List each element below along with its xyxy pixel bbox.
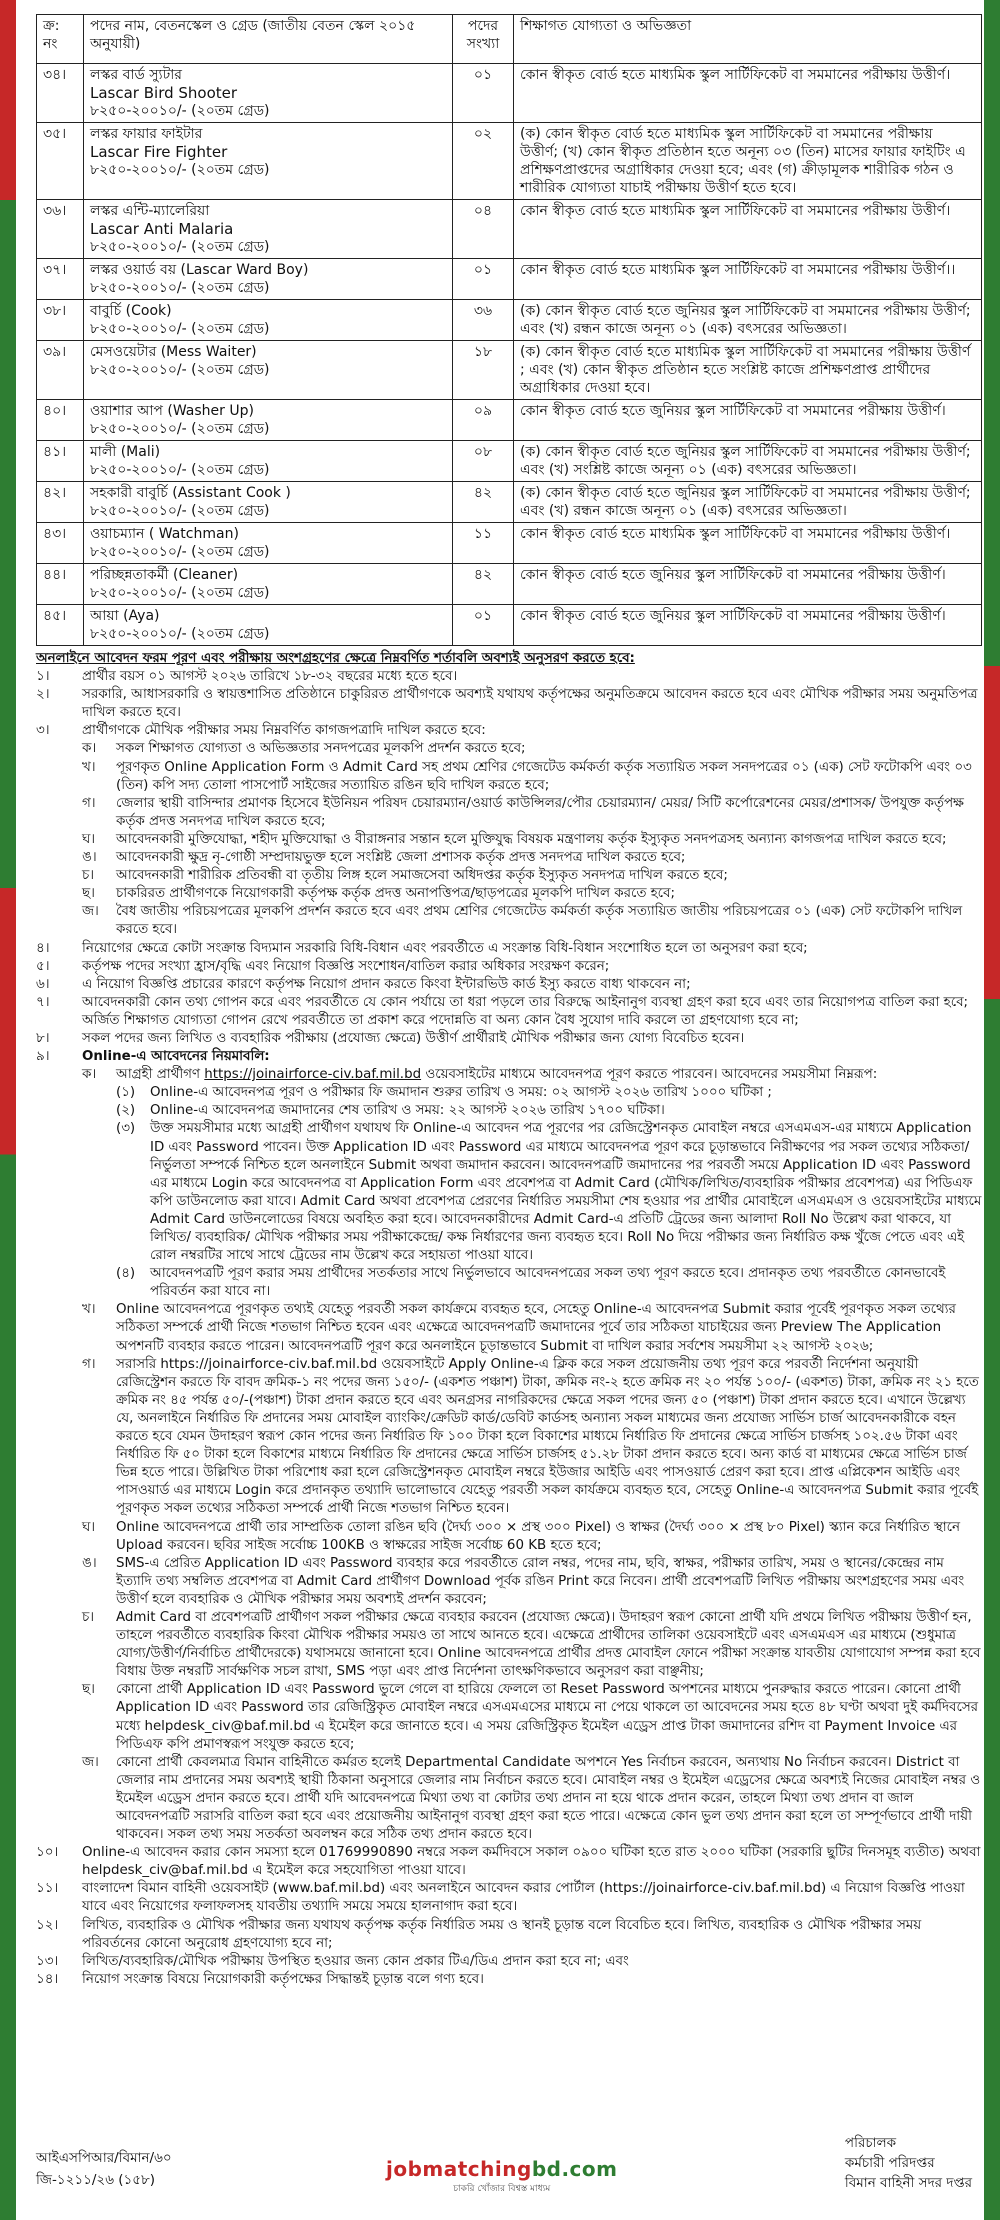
- condition-3c: গ। জেলার স্থায়ী বাসিন্দার প্রমাণক হিসেবে ইউনিয়ন পরিষদ চেয়ারম্যান/ওয়ার্ড কাউন্সিলর/পৌর চেয়ারম্যান/ মেয়র/ সিটি কর্পোরেশনের মেয়র/প্রশাসক/ উপযুক্ত কর্তৃপক্ষ কর্তৃক প্রদত্ত সনদপত্র দাখিল করতে হবে;: [82, 795, 964, 829]
- condition-3e: ঙ। আবেদনকারী ক্ষুদ্র নৃ-গোষ্ঠী সম্প্রদায়ভুক্ত হলে সংশ্লিষ্ট জেলা প্রশাসক কর্তৃক প্রদত্ত সনদপত্র দাখিল করতে হবে;: [82, 850, 686, 866]
- posts-table: [36, 14, 982, 646]
- pay-scale: ৮২৫০-২০০১০/- (২০তম গ্রেড): [90, 321, 270, 337]
- table-row: [37, 300, 982, 341]
- apply-portal-link[interactable]: https://joinairforce-civ.baf.mil.bd: [204, 1067, 422, 1083]
- count-cell: ০১: [453, 64, 514, 123]
- count-cell: ০৪: [453, 200, 514, 259]
- condition-12: ১২। লিখিত, ব্যবহারিক ও মৌখিক পরীক্ষার জন্য যথাযথ কর্তৃপক্ষ কর্তৃক নির্ধারিত সময় ও স্থানই চূড়ান্ত বলে বিবেচিত হবে। লিখিত, ব্যবহারিক ও মৌখিক পরীক্ষার সময় পরিবর্তনের কোনো অনুরোধ গ্রহণযোগ্য হবে না;: [36, 1917, 922, 1951]
- post-name-bn: লস্কর বার্ড স্যুটার: [90, 67, 182, 83]
- pay-scale: ৮২৫০-২০০১০/- (২০তম গ্রেড): [90, 585, 270, 601]
- table-row: [37, 123, 982, 200]
- condition-9a-4: (৪) আবেদনপত্রটি পূরণ করার সময় প্রার্থীদের সতর্কতার সাথে নির্ভুলভাবে আবেদনপত্রের সকল তথ্য পূরণ করতে হবে। প্রদানকৃত তথ্য পরবর্তীতে কোনভাবেই পরিবর্তন করা যাবে না।: [116, 1266, 946, 1300]
- count-cell: ০২: [453, 123, 514, 200]
- table-row: [37, 400, 982, 441]
- signatory-office: বিমান বাহিনী সদর দপ্তর: [844, 2175, 972, 2191]
- logo-tagline: চাকরি খোঁজার বিশ্বস্ত মাধ্যম: [453, 2184, 551, 2194]
- condition-9d: ঘ। Online আবেদনপত্রে প্রার্থী তার সাম্প্রতিক তোলা রঙিন ছবি (দৈর্ঘ্য ৩০০ × প্রস্থ ৩০০ Pixel) ও স্বাক্ষর (দৈর্ঘ্য ৩০০ × প্রস্থ ৮০ Pixel) স্ক্যান করে নির্ধারিত স্থানে Upload করবেন। ছবির সাইজ সর্বোচ্চ 100KB ও স্বাক্ষরের সাইজ সর্বোচ্চ 60 KB হতে হবে;: [82, 1519, 961, 1553]
- post-name-bn: সহকারী বাবুর্চি (Assistant Cook ): [90, 485, 291, 501]
- serial-cell: ৩৯।: [37, 341, 84, 400]
- qualification-cell: কোন স্বীকৃত বোর্ড হতে জুনিয়র স্কুল সার্টিফিকেট বা সমমানের পরীক্ষায় উত্তীর্ণ।: [514, 400, 982, 441]
- qualification-cell: (ক) কোন স্বীকৃত বোর্ড হতে মাধ্যমিক স্কুল সার্টিফিকেট বা সমমানের পরীক্ষায় উত্তীর্ণ; (খ) কোন স্বীকৃত প্রতিষ্ঠান হতে অনূন্য ০৩ (তিন) মাসের ফায়ার ফাইটিং এ প্রশিক্ষণপ্রাপ্তদের অগ্রাধিকার দেওয়া হবে; এবং (গ) ক্রীড়ামূলক শারীরিক গঠন ও শারীরিক যোগ্যতা যাচাই পরীক্ষায় উত্তীর্ণ হতে হবে।: [514, 123, 982, 200]
- condition-9h: জ। কোনো প্রার্থী কেবলমাত্র বিমান বাহিনীতে কর্মরত হলেই Departmental Candidate অপশনে Yes নির্বাচন করবেন, অন্যথায় No নির্বাচন করবেন। District বা জেলার নাম প্রদানের সময় অবশ্যই স্থায়ী ঠিকানা অনুসারে জেলার নাম নির্বাচন করতে হবে। মোবাইল নম্বর ও ইমেইল এড্রেসের ক্ষেত্রে অবশ্যই নিজের মোবাইল নম্বর ও ইমেইল এড্রেস প্রদান করতে হবে। প্রার্থী যদি আবেদনপত্রে মিথ্যা তথ্য বা কোটার তথ্য প্রদান না হয়ে থাকে প্রদান করেন, তাহলে মিথ্যা তথ্য প্রদান বা জাল আবেদনপত্রটি সরাসরি বাতিল করা হবে এবং প্রয়োজনীয় আইনানুগ ব্যবস্থা গ্রহণ করা হতে পারে। এক্ষেত্রে কোন ভুল তথ্য প্রদান করা হলে তা সম্পূর্ণভাবে প্রার্থী দায়ী থাকবেন। সকল তথ্য সময় সতর্কতা অবলম্বন করে সঠিক তথ্য প্রদান করতে হবে।: [82, 1754, 981, 1843]
- condition-3: ৩। প্রার্থীগণকে মৌখিক পরীক্ষার সময় নিম্নবর্ণিত কাগজপত্রাদি দাখিল করতে হবে:: [36, 723, 486, 739]
- condition-7: ৭। আবেদনকারী কোন তথ্য গোপন করে এবং পরবর্তীতে যে কোন পর্যায়ে তা ধরা পড়লে তার বিরুদ্ধে আইনানুগ ব্যবস্থা গ্রহণ করা হবে এবং তার নিয়োগপত্র বাতিল করা হবে; অর্জিত শিক্ষাগত যোগ্যতা গোপন রেখে পরবর্তীতে তা প্রকাশ করে পদোন্নতি বা অন্য কোন বৈধ সুযোগ দাবি করলে তা গ্রহণযোগ্য হবে না;: [36, 994, 969, 1028]
- table-row: [37, 441, 982, 482]
- count-cell: ৪২: [453, 564, 514, 605]
- post-name-en: Lascar Bird Shooter: [90, 84, 238, 102]
- serial-cell: ৩৬।: [37, 200, 84, 259]
- pay-scale: ৮২৫০-২০০১০/- (২০তম গ্রেড): [90, 162, 270, 178]
- post-cell: [84, 341, 453, 400]
- count-cell: ৩৬: [453, 300, 514, 341]
- condition-4: ৪। নিয়োগের ক্ষেত্রে কোটা সংক্রান্ত বিদ্যমান সরকারি বিধি-বিধান এবং পরবর্তীতে এ সংক্রান্ত বিধি-বিধান সংশোধিত হলে তা অনুসরণ করা হবে;: [36, 940, 808, 956]
- qualification-cell: কোন স্বীকৃত বোর্ড হতে মাধ্যমিক স্কুল সার্টিফিকেট বা সমমানের পরীক্ষায় উত্তীর্ণ।।: [514, 259, 982, 300]
- logo-tld-text: bd.com: [531, 2157, 618, 2181]
- serial-cell: ৩৫।: [37, 123, 84, 200]
- condition-9f: চ। Admit Card বা প্রবেশপত্রটি প্রার্থীগণ সকল পরীক্ষার ক্ষেত্রে ব্যবহার করবেন (প্রযোজ্য ক্ষেত্রে)। উদাহরণ স্বরূপ কোনো প্রার্থী যদি প্রথমে লিখিত পরীক্ষায় উত্তীর্ণ হন, তাহলে পরবর্তীতে ব্যবহারিক কিংবা মৌখিক পরীক্ষার সময়ও তা সাথে আনতে হবে। এক্ষেত্রে প্রার্থীদের তালিকা ওয়েবসাইটে এবং এসএমএস এর মাধ্যমে (শুধুমাত্র যোগ্য/উত্তীর্ণ/নির্বাচিত প্রার্থীদেরকে) যথাসময়ে জানানো হবে। Online আবেদনপত্রে প্রার্থীর প্রদত্ত মোবাইল ফোনে পরীক্ষা সংক্রান্ত যাবতীয় যোগাযোগ সম্পন্ন করা হবে বিধায় উক্ত নম্বরটি সার্বক্ষণিক সচল রাখা, SMS পড়া এবং প্রাপ্ত নির্দেশনা তাৎক্ষণিকভাবে অনুসরণ করা বাঞ্ছনীয়;: [82, 1609, 981, 1680]
- condition-3a: ক। সকল শিক্ষাগত যোগ্যতা ও অভিজ্ঞতার সনদপত্রের মূলকপি প্রদর্শন করতে হবে;: [82, 741, 526, 757]
- condition-3h: জ। বৈধ জাতীয় পরিচয়পত্রের মূলকপি প্রদর্শন করতে হবে এবং প্রথম শ্রেণির গেজেটেড কর্মকর্তা কর্তৃক সত্যায়িত জাতীয় পরিচয়পত্রের ০১ (এক) সেট ফটোকপি দাখিল করতে হবে।: [82, 904, 963, 938]
- condition-10: ১০। Online-এ আবেদন করার কোন সমস্যা হলে 01769990890 নম্বরে সকল কর্মদিবসে সকাল ০৯০০ ঘটিকা হতে রাত ২০০০ ঘটিকা (সরকারি ছুটির দিনসমূহ ব্যতীত) অথবা helpdesk_civ@baf.mil.bd এ ইমেইল করে সহযোগিতা পাওয়া যাবে।: [36, 1845, 981, 1879]
- serial-cell: ৪৩।: [37, 523, 84, 564]
- left-border-stripe: [0, 0, 16, 2220]
- serial-cell: ৪৫।: [37, 605, 84, 646]
- count-cell: ১৮: [453, 341, 514, 400]
- table-body: [37, 64, 982, 646]
- qualification-cell: কোন স্বীকৃত বোর্ড হতে মাধ্যমিক স্কুল সার্টিফিকেট বা সমমানের পরীক্ষায় উত্তীর্ণ।: [514, 523, 982, 564]
- pay-scale: ৮২৫০-২০০১০/- (২০তম গ্রেড): [90, 239, 270, 255]
- signatory-department: কর্মচারী পরিদপ্তর: [844, 2155, 935, 2171]
- condition-9a: ক। আগ্রহী প্রার্থীগণ https://joinairforce-civ.baf.mil.bd ওয়েবসাইটের মাধ্যমে আবেদনপত্র পূরণ করতে পারবেন। আবেদনের সময়সীমা নিম্নরূপ:: [82, 1067, 878, 1083]
- qualification-cell: কোন স্বীকৃত বোর্ড হতে জুনিয়র স্কুল সার্টিফিকেট বা সমমানের পরীক্ষায় উত্তীর্ণ।: [514, 605, 982, 646]
- post-name-bn: মেসওয়েটার (Mess Waiter): [90, 344, 257, 360]
- condition-5: ৫। কর্তৃপক্ষ পদের সংখ্যা হ্রাস/বৃদ্ধি এবং নিয়োগ বিজ্ঞপ্তি সংশোধন/বাতিল করার অধিকার সংরক্ষণ করেন;: [36, 958, 610, 974]
- post-name-bn: বাবুর্চি (Cook): [90, 303, 172, 319]
- post-name-bn: আয়া (Aya): [90, 608, 160, 624]
- post-cell: [84, 400, 453, 441]
- pay-scale: ৮২৫০-২০০১০/- (২০তম গ্রেড): [90, 362, 270, 378]
- count-cell: ০৯: [453, 400, 514, 441]
- condition-9b: খ। Online আবেদনপত্রে পূরণকৃত তথ্যই যেহেতু পরবর্তী সকল কার্যক্রমে ব্যবহৃত হবে, সেহেতু Online-এ আবেদনপত্র Submit করার পূর্বেই পূরণকৃত সকল তথ্যের সঠিকতা সম্পর্কে প্রার্থী নিজে শতভাগ নিশ্চিত হবেন এবং এক্ষেত্রে আবেদনপত্রটি জমাদানের পূর্বে তার সঠিকতা যাচাইয়ের জন্য Preview The Application অপশনটি ব্যবহার করতে পারেন। আবেদনপত্রটি পূরণ করে অনলাইনে চূড়ান্তভাবে Submit বা দাখিল করার সর্বশেষ সময়সীমা ২২ আগস্ট ২০২৬;: [82, 1302, 956, 1354]
- post-cell: [84, 564, 453, 605]
- qualification-cell: কোন স্বীকৃত বোর্ড হতে জুনিয়র স্কুল সার্টিফিকেট বা সমমানের পরীক্ষায় উত্তীর্ণ।: [514, 564, 982, 605]
- header-post-name: পদের নাম, বেতনস্কেল ও গ্রেড (জাতীয় বেতন স্কেল ২০১৫ অনুযায়ী): [84, 15, 453, 64]
- post-name-bn: মালী (Mali): [90, 444, 161, 460]
- condition-3b: খ। পূরণকৃত Online Application Form ও Admit Card সহ প্রথম শ্রেণির গেজেটেড কর্মকর্তা কর্তৃক সত্যায়িত সকল সনদপত্রের ০১ (এক) সেট ফটোকপি এবং ০৩ (তিন) কপি সদ্য তোলা পাসপোর্ট সাইজের সত্যায়িত রঙিন ছবি দাখিল করতে হবে;: [82, 759, 972, 793]
- logo-main-text: jobmatching: [386, 2157, 532, 2181]
- post-name-bn: লস্কর এন্টি-ম্যালেরিয়া: [90, 203, 210, 219]
- post-cell: [84, 300, 453, 341]
- count-cell: ০৮: [453, 441, 514, 482]
- post-cell: [84, 523, 453, 564]
- pay-scale: ৮২৫০-২০০১০/- (২০তম গ্রেড): [90, 462, 270, 478]
- serial-cell: ৪১।: [37, 441, 84, 482]
- condition-9c: গ। সরাসরি https://joinairforce-civ.baf.mil.bd ওয়েবসাইটে Apply Online-এ ক্লিক করে সকল প্রয়োজনীয় তথ্য পূরণ করে পরবর্তী নির্দেশনা অনুযায়ী রেজিস্ট্রেশন করতে ফি বাবদ ক্রমিক-১ নং পদের জন্য ১৫০/- (একশত পঞ্চাশ) টাকা, ক্রমিক নং-২ হতে ক্রমিক নং ২০ পর্যন্ত ১০০/- (একশত) টাকা, ক্রমিক নং ২১ হতে ক্রমিক নং ৪৫ পর্যন্ত ৫০/-(পঞ্চাশ) টাকা প্রদান করতে হবে এবং অনগ্রসর নাগরিকদের ক্ষেত্রে সকল পদের জন্য ৫০ (পঞ্চাশ) টাকা প্রদান করতে হবে। এখানে উল্লেখ্য যে, অনলাইনে নির্ধারিত ফি প্রদানের সময় মোবাইল ব্যাংকিং/ক্রেডিট কার্ড/ডেবিট কার্ডসহ অন্যান্য সকল মাধ্যমের জন্য প্রযোজ্য সার্ভিস চার্জ আবেদনকারীকে বহন করতে হবে যেমন উদাহরণ স্বরূপ কোন পদের জন্য নির্ধারিত ফি ১০০ টাকা হলে বিকাশের মাধ্যমে নির্ধারিত ফি প্রদানের ক্ষেত্রে সার্ভিস চার্জসহ ১০২.৫৬ টাকা এবং নির্ধারিত ফি ৫০ টাকা হলে বিকাশের মাধ্যমে নির্ধারিত ফি প্রদানের ক্ষেত্রে সার্ভিস চার্জসহ ৫১.২৮ টাকা প্রদান করতে হবে। অন্য কার্ড বা মাধ্যমের ক্ষেত্রে সার্ভিস চার্জ ভিন্ন হতে পারে। উল্লিখিত টাকা পরিশোধ করা হলে রেজিস্ট্রেশনকৃত মোবাইল নম্বরে ইউজার আইডি এবং পাসওয়ার্ড প্রেরণ করা হবে। প্রাপ্ত এপ্লিকেশন আইডি এবং পাসওয়ার্ড এর মাধ্যমে Login করে প্রদানকৃত তথ্যাদি ভালোভাবে যেহেতু পরবর্তী সকল কার্যক্রমে ব্যবহৃত হবে, সেহেতু Online-এ আবেদনপত্র Submit করার পূর্বেই পূরণকৃত সকল তথ্যের সঠিকতা সম্পর্কে প্রার্থী নিজে শতভাগ নিশ্চিত হবেন।: [82, 1356, 979, 1517]
- table-row: [37, 64, 982, 123]
- pay-scale: ৮২৫০-২০০১০/- (২০তম গ্রেড): [90, 503, 270, 519]
- condition-14: ১৪। নিয়োগ সংক্রান্ত বিষয়ে নিয়োগকারী কর্তৃপক্ষের সিদ্ধান্তই চূড়ান্ত বলে গণ্য হবে।: [36, 1971, 484, 1987]
- condition-9a-1: (১) Online-এ আবেদনপত্র পূরণ ও পরীক্ষার ফি জমাদান শুরুর তারিখ ও সময়: ০২ আগস্ট ২০২৬ তারিখ ১০০০ ঘটিকা ;: [116, 1085, 772, 1101]
- post-name-bn: ওয়াশার আপ (Washer Up): [90, 403, 254, 419]
- signature-block: [845, 2133, 972, 2193]
- condition-13: ১৩। লিখিত/ব্যবহারিক/মৌখিক পরীক্ষায় উপস্থিত হওয়ার জন্য কোন প্রকার টিএ/ডিএ প্রদান করা হবে না; এবং: [36, 1953, 629, 1969]
- conditions-section: [36, 650, 982, 1989]
- count-cell: ৪২: [453, 482, 514, 523]
- condition-11: ১১। বাংলাদেশ বিমান বাহিনী ওয়েবসাইট (www.baf.mil.bd) এবং অনলাইনে আবেদন করার পোর্টাল (https://joinairforce-civ.baf.mil.bd) এ নিয়োগ বিজ্ঞপ্তি পাওয়া যাবে এবং নিয়োগের ফলাফলসহ যাবতীয় তথ্যাদি সময়ে সময়ে হালনাগাদ করা হবে।: [36, 1881, 965, 1915]
- header-post-count: পদের সংখ্যা: [453, 15, 514, 64]
- condition-9a-3: (৩) উক্ত সময়সীমার মধ্যে আগ্রহী প্রার্থীগণ যথাযথ ফি Online-এ আবেদন পত্র পূরণের পর রেজিস্ট্রেশনকৃত মোবাইল নম্বরে এসএমএস-এর মাধ্যমে Application ID এবং Password পাবেন। উক্ত Application ID এবং Password এর মাধ্যমে আবেদনপত্র পূরণ করে চূড়ান্তভাবে নিরীক্ষণের পর সকল তথ্যের সঠিকতা/নির্ভুলতা সম্পর্কে নিশ্চিত হলে অনলাইনে Submit অথবা জমাদান করবেন। আবেদনপত্রটি জমাদানের পর পরবর্তী সময়ে Application ID এবং Password এর মাধ্যমে Login করে আবেদনপত্র বা Application Form এবং প্রবেশপত্র বা Admit Card (মৌখিক/লিখিত/ব্যবহারিক পরীক্ষার প্রবেশপত্র) এর পিডিএফ কপি ডাউনলোড করা যাবে। Admit Card অথবা প্রবেশপত্র প্রেরণের নির্ধারিত সময়সীমা শেষ হওয়ার পর প্রার্থীর মোবাইলে এসএমএস ও ওয়েবসাইটের মাধ্যমে Admit Card ডাউনলোডের বিষয়ে অবহিত করা হবে। আবেদনকারীদের Admit Card-এ প্রতিটি ট্রেডের জন্য আলাদা Roll No উল্লেখ করা থাকবে, যা লিখিত/ ব্যবহারিক/ মৌখিক পরীক্ষার সময় পরীক্ষাকেন্দ্রে/ কক্ষ নির্ধারণের জন্য ব্যবহৃত হবে। Roll No দিয়ে পরীক্ষার জন্য নির্ধারিত কক্ষ খুঁজে পেতে এবং এই রোল নম্বরটির সাথে সাথে ট্রেডের নাম উল্লেখ করে সহায়তা পাওয়া যাবে।: [116, 1121, 982, 1264]
- posts-table-container: [36, 14, 984, 646]
- condition-9e: ঙ। SMS-এ প্রেরিত Application ID এবং Password ব্যবহার করে পরবর্তীতে রোল নম্বর, পদের নাম, ছবি, স্বাক্ষর, পরীক্ষার তারিখ, সময় ও স্থানের/কেন্দ্রের নাম ইত্যাদি তথ্য সম্বলিত প্রবেশপত্র বা Admit Card প্রার্থীগণ Download পূর্বক রঙিন Print করে নিবেন। প্রার্থী প্রবেশপত্রটি লিখিত পরীক্ষায় অংশগ্রহণের সময় এবং উত্তীর্ণ হলে ব্যবহারিক ও মৌখিক পরীক্ষার সময় অবশ্যই প্রদর্শন করবেন;: [82, 1555, 965, 1607]
- serial-cell: ৪৪।: [37, 564, 84, 605]
- table-header-row: [37, 15, 982, 64]
- signatory-title: পরিচালক: [844, 2135, 897, 2151]
- table-row: [37, 605, 982, 646]
- pay-scale: ৮২৫০-২০০১০/- (২০তম গ্রেড): [90, 280, 270, 296]
- table-row: [37, 341, 982, 400]
- serial-cell: ৩৪।: [37, 64, 84, 123]
- pay-scale: ৮২৫০-২০০১০/- (২০তম গ্রেড): [90, 421, 270, 437]
- table-row: [37, 564, 982, 605]
- condition-6: ৬। এ নিয়োগ বিজ্ঞপ্তি প্রচারের কারণে কর্তৃপক্ষ নিয়োগ প্রদান করতে কিংবা ইন্টারভিউ কার্ড ইস্যু করতে বাধ্য থাকবেন না;: [36, 976, 691, 992]
- condition-8: ৮। সকল পদের জন্য লিখিত ও ব্যবহারিক পরীক্ষায় (প্রযোজ্য ক্ষেত্রে) উত্তীর্ণ প্রার্থীরাই মৌখিক পরীক্ষার জন্য যোগ্য বিবেচিত হবেন।: [36, 1030, 745, 1046]
- post-cell: [84, 64, 453, 123]
- header-qualification: শিক্ষাগত যোগ্যতা ও অভিজ্ঞতা: [514, 15, 982, 64]
- g-reference: জি-১২১১/২৬ (১৫৮): [36, 2172, 156, 2188]
- post-cell: [84, 259, 453, 300]
- reference-numbers: [36, 2147, 172, 2191]
- condition-3d: ঘ। আবেদনকারী মুক্তিযোদ্ধা, শহীদ মুক্তিযোদ্ধা ও বীরাঙ্গনার সন্তান হলে মুক্তিযুদ্ধ বিষয়ক মন্ত্রণালয় কর্তৃক ইস্যুকৃত সনদপত্রসহ অন্যান্য কাগজপত্র দাখিল করতে হবে;: [82, 831, 947, 847]
- condition-9g: ছ। কোনো প্রার্থী Application ID এবং Password ভুলে গেলে বা হারিয়ে ফেললে তা Reset Password অপশনের মাধ্যমে পুনরুদ্ধার করতে পারেন। কোনো প্রার্থী Application ID এবং Password তার রেজিস্ট্রিকৃত মোবাইল নম্বরে এসএমএসের মাধ্যমে না পেয়ে থাকলে তা আবেদনের সময় হতে ৪৮ ঘণ্টা অথবা দুই কর্মদিবসের মধ্যে helpdesk_civ@baf.mil.bd এ ইমেইল করে জানাতে হবে। এ সময় রেজিস্ট্রিকৃত ইমেইল এড্রেস প্রাপ্ত টাকা জমাদানের রশিদ বা Payment Invoice এর পিডিএফ কপি প্রমাণস্বরূপ সংযুক্ত করতে হবে;: [82, 1682, 979, 1752]
- condition-3g: ছ। চাকরিরত প্রার্থীগণকে নিয়োগকারী কর্তৃপক্ষ কর্তৃক প্রদত্ত অনাপত্তিপত্র/ছাড়পত্রের মূলকপি দাখিল করতে হবে;: [82, 886, 676, 902]
- pay-scale: ৮২৫০-২০০১০/- (২০তম গ্রেড): [90, 544, 270, 560]
- serial-cell: ৩৭।: [37, 259, 84, 300]
- post-name-bn: লস্কর ওয়ার্ড বয় (Lascar Ward Boy): [90, 262, 309, 278]
- post-cell: [84, 441, 453, 482]
- post-cell: [84, 200, 453, 259]
- qualification-cell: (ক) কোন স্বীকৃত বোর্ড হতে জুনিয়র স্কুল সার্টিফিকেট বা সমমানের পরীক্ষায় উত্তীর্ণ; এবং (খ) সংশ্লিষ্ট কাজে অনূন্য ০১ (এক) বৎসরের অভিজ্ঞতা।: [514, 441, 982, 482]
- qualification-cell: (ক) কোন স্বীকৃত বোর্ড হতে জুনিয়র স্কুল সার্টিফিকেট বা সমমানের পরীক্ষায় উত্তীর্ণ; এবং (খ) রন্ধন কাজে অনূন্য ০১ (এক) বৎসরের অভিজ্ঞতা।: [514, 482, 982, 523]
- ispr-reference: আইএসপিআর/বিমান/৬০: [36, 2150, 172, 2166]
- post-name-en: Lascar Fire Fighter: [90, 143, 228, 161]
- table-row: [37, 200, 982, 259]
- conditions-heading: অনলাইনে আবেদন ফরম পূরণ এবং পরীক্ষায় অংশগ্রহণের ক্ষেত্রে নিম্নবর্ণিত শর্তাবলি অবশ্যই অনুসরণ করতে হবে:: [36, 651, 635, 666]
- notice-footer: [36, 2135, 982, 2205]
- count-cell: ০১: [453, 605, 514, 646]
- post-name-en: Lascar Anti Malaria: [90, 220, 234, 238]
- right-border-stripe: [984, 0, 1000, 2220]
- post-name-bn: ওয়াচম্যান ( Watchman): [90, 526, 239, 542]
- condition-9: ৯। Online-এ আবেদনের নিয়মাবলি:: [36, 1049, 270, 1065]
- post-cell: [84, 482, 453, 523]
- table-row: [37, 259, 982, 300]
- qualification-cell: কোন স্বীকৃত বোর্ড হতে মাধ্যমিক স্কুল সার্টিফিকেট বা সমমানের পরীক্ষায় উত্তীর্ণ।: [514, 64, 982, 123]
- serial-cell: ৩৮।: [37, 300, 84, 341]
- serial-cell: ৪২।: [37, 482, 84, 523]
- post-cell: [84, 123, 453, 200]
- count-cell: ০১: [453, 259, 514, 300]
- qualification-cell: কোন স্বীকৃত বোর্ড হতে মাধ্যমিক স্কুল সার্টিফিকেট বা সমমানের পরীক্ষায় উত্তীর্ণ।: [514, 200, 982, 259]
- pay-scale: ৮২৫০-২০০১০/- (২০তম গ্রেড): [90, 626, 270, 642]
- condition-9a-2: (২) Online-এ আবেদনপত্র জমাদানের শেষ তারিখ ও সময়: ২২ আগস্ট ২০২৬ তারিখ ১৭০০ ঘটিকা।: [116, 1103, 665, 1119]
- table-row: [37, 523, 982, 564]
- condition-1: ১। প্রার্থীর বয়স ০১ আগস্ট ২০২৬ তারিখে ১৮-৩২ বছরের মধ্যে হতে হবে।: [36, 669, 458, 685]
- condition-2: ২। সরকারি, আধাসরকারি ও স্বায়ত্তশাসিত প্রতিষ্ঠানে চাকুরিরত প্রার্থীগণকে অবশ্যই যথাযথ কর্তৃপক্ষের অনুমতিক্রমে আবেদন করতে হবে এবং মৌখিক পরীক্ষার সময় অনুমতিপত্র দাখিল করতে হবে।: [36, 687, 978, 721]
- condition-3f: চ। আবেদনকারী শারীরিক প্রতিবন্ধী বা তৃতীয় লিঙ্গ হলে সমাজসেবা অধিদপ্তর কর্তৃক ইস্যুকৃত সনদপত্র দাখিল করতে হবে;: [82, 868, 728, 884]
- serial-cell: ৪০।: [37, 400, 84, 441]
- count-cell: ১১: [453, 523, 514, 564]
- qualification-cell: (ক) কোন স্বীকৃত বোর্ড হতে জুনিয়র স্কুল সার্টিফিকেট বা সমমানের পরীক্ষায় উত্তীর্ণ; এবং (খ) রন্ধন কাজে অনূন্য ০১ (এক) বৎসরের অভিজ্ঞতা।: [514, 300, 982, 341]
- header-serial: ক্র: নং: [37, 15, 84, 64]
- post-cell: [84, 605, 453, 646]
- table-row: [37, 482, 982, 523]
- post-name-bn: লস্কর ফায়ার ফাইটার: [90, 126, 203, 142]
- post-name-bn: পরিচ্ছন্নতাকর্মী (Cleaner): [90, 567, 239, 583]
- site-logo: [386, 2157, 617, 2196]
- pay-scale: ৮২৫০-২০০১০/- (২০তম গ্রেড): [90, 103, 270, 119]
- qualification-cell: (ক) কোন স্বীকৃত বোর্ড হতে মাধ্যমিক স্কুল সার্টিফিকেট বা সমমানের পরীক্ষায় উত্তীর্ণ ; এবং (খ) কোন স্বীকৃত প্রতিষ্ঠান হতে সংশ্লিষ্ট কাজে প্রশিক্ষণপ্রাপ্ত প্রার্থীদের অগ্রাধিকার দেওয়া হবে।: [514, 341, 982, 400]
